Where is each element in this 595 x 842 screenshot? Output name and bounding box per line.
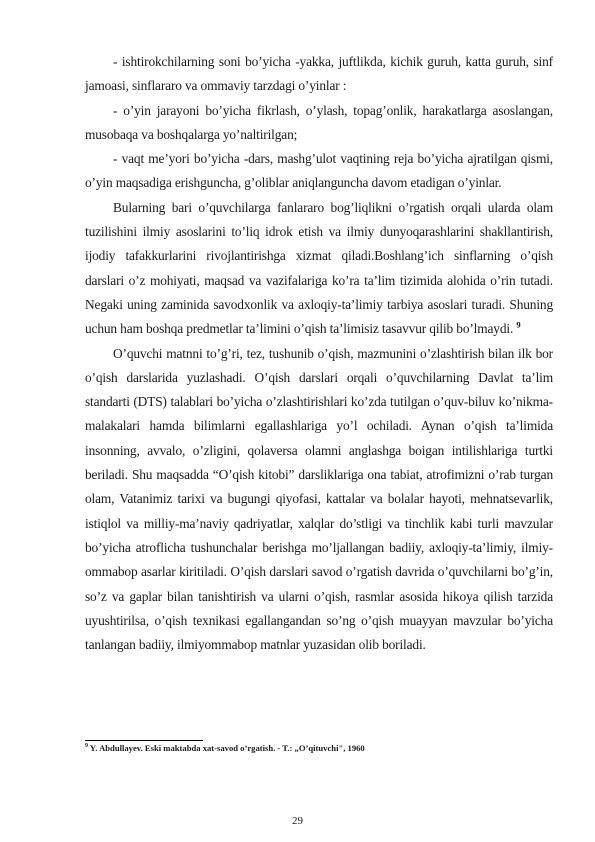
page-number: 29 (292, 815, 303, 827)
paragraph-game-process: - o’yin jarayoni bo’yicha fikrlash, o’ylash, topag’onlik, harakatlarga asoslangan, musobaqa va boshqalarga yo’naltirilgan; (85, 102, 553, 142)
paragraph-interdisciplinary (85, 196, 553, 342)
paragraph-reading-lessons: O’quvchi matnni to’g’ri, tez, tushunib o’qish, mazmunini o’zlashtirish bilan ilk bor o’qish darslarida yuzlashadi. O’qish darslari orqali o’quvchilarning Davlat ta’lim standarti (DTS) talablari bo’yicha o’zlashtirishlari ko’zda tutilgan o’quv-biluv ko’nikma-malakalari hamda bilimlarni egallashlariga yo’l ochiladi. Aynan o’qish ta’limida insonning, avvalo, o’zligini, qolaversa olamni anglashga boigan intilishlariga turtki beriladi. Shu maqsadda “O’qish kitobi” darsliklariga ona tabiat, atrofimizni o’rab turgan olam, Vatanimiz tarixi va bugungi qiyofasi, kattalar va bolalar hayoti, mehnatsevarlik, istiqlol va milliy-ma’naviy qadriyatlar, xalqlar do’stligi va tinchlik kabi turli mavzular bo’yicha atroflicha tushunchalar berishga mo’ljallangan badiiy, axloqiy-ta’limiy, ilmiy-ommabop asarlar kiritiladi. O’qish darslari savod o’rgatish davrida o’quvchilarni bo’g’in, so’z va gaplar bilan tanishtirish va ularni o’qish, rasmlar asosida hikoya qilish tarzida uyushtirilsa, o’qish texnikasi egallangandan so’ng o’qish muayyan mavzular bo’yicha tanlangan badiiy, ilmiyommabop matnlar yuzasidan olib boriladi. (85, 345, 553, 653)
body-text (85, 50, 553, 657)
paragraph-time-norm: - vaqt me’yori bo’yicha -dars, mashg’ulot vaqtining reja bo’yicha ajratilgan qismi, o’yin maqsadiga erishguncha, g’oliblar aniqlanguncha davom etadigan o’yinlar. (85, 151, 553, 191)
footnote-reference[interactable]: 9 (516, 319, 521, 330)
footnote-text: Y. Abdullayev. Eski maktabda xat-savod o’rgatish. - T.: „O’qituvchi", 1960 (88, 743, 365, 753)
paragraph-participants: - ishtirokchilarning soni bo’yicha -yakka, juftlikda, kichik guruh, katta guruh, sinf jamoasi, sinflararo va ommaviy tarzdagi o’yinlar : (85, 54, 553, 94)
footnote (85, 743, 553, 754)
footnote-number: 9 (85, 743, 88, 750)
paragraph-interdisciplinary-text: Bularning bari o’quvchilarga fanlararo bog’liqlikni o’rgatish orqali ularda olam tuzilishini ilmiy asoslarini to’liq idrok etish va ilmiy dunyoqarashlarini shakllantirish, ijodiy tafakkurlarini rivojlantirishga xizmat qiladi.Boshlang’ich sinflarning o’qish darslari o’z mohiyati, maqsad va vazifalariga ko’ra ta’lim tizimida alohida o’rin tutadi. Negaki uning zaminida savodxonlik va axloqiy-ta’limiy tarbiya asoslari turadi. Shuning uchun ham boshqa predmetlar ta’limini o’qish ta’limisiz tasavvur qilib bo’lmaydi. (85, 199, 553, 337)
footnote-divider (85, 740, 203, 741)
